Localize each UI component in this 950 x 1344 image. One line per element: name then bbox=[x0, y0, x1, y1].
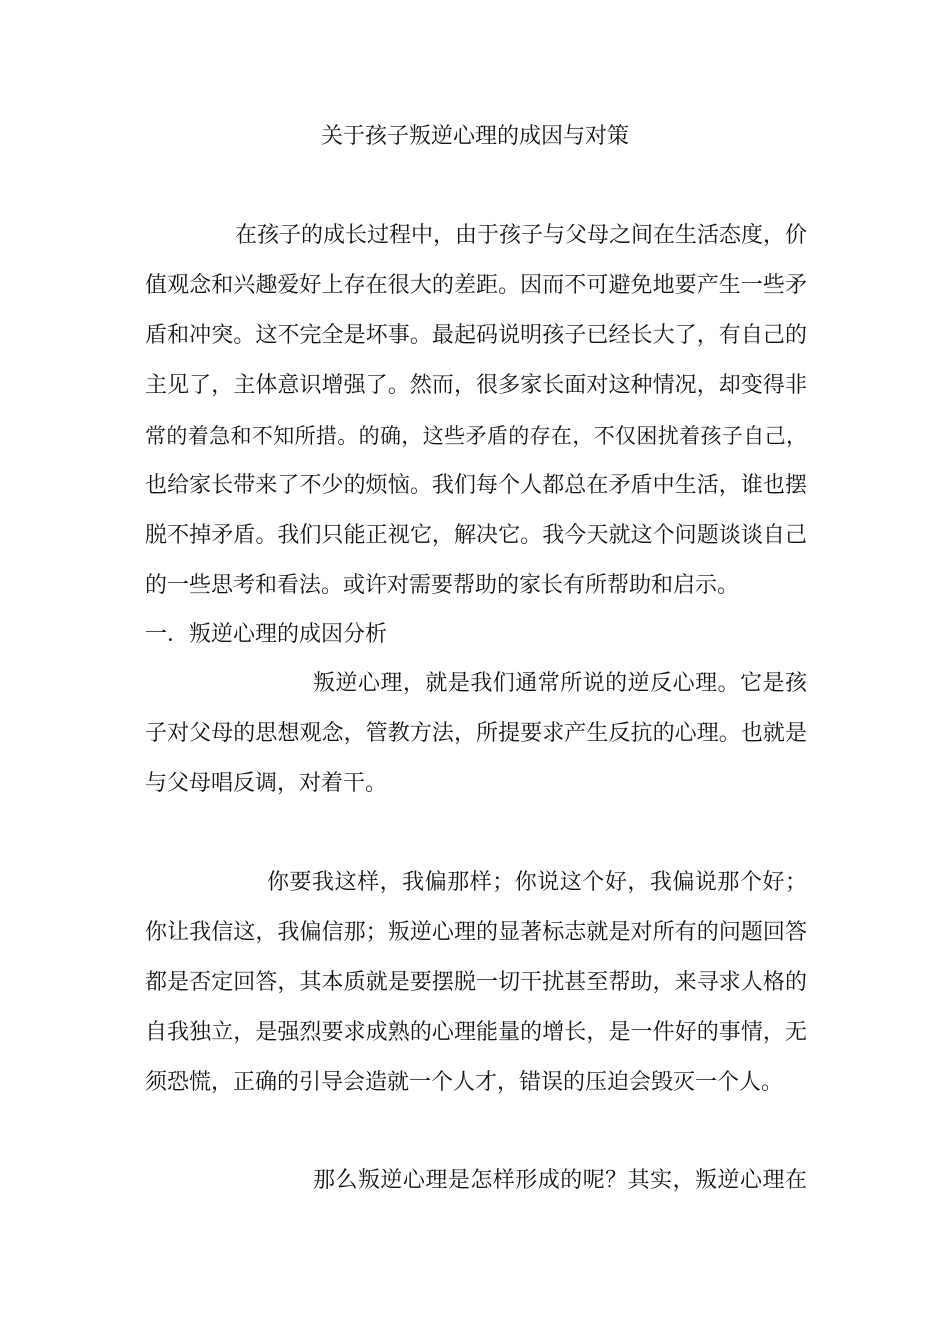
paragraph-4 bbox=[145, 1156, 807, 1206]
paragraph-line: 主见了，主体意识增强了。然而，很多家长面对这种情况，却变得非 bbox=[145, 373, 807, 398]
paragraph-line: 子对父母的思想观念，管教方法，所提要求产生反抗的心理。也就是 bbox=[145, 721, 807, 746]
paragraph-line: 常的着急和不知所措。的确，这些矛盾的存在，不仅困扰着孩子自己， bbox=[145, 424, 807, 448]
document-title: 关于孩子叛逆心理的成因与对策 bbox=[320, 124, 629, 149]
paragraph-line: 也给家长带来了不少的烦恼。我们每个人都总在矛盾中生活，谁也摆 bbox=[145, 473, 807, 498]
paragraph-line: 叛逆心理，就是我们通常所说的逆反心理。它是孩 bbox=[313, 671, 807, 696]
paragraph-line: 都是否定回答，其本质就是要摆脱一切干扰甚至帮助，来寻求人格的 bbox=[145, 970, 807, 995]
paragraph-1 bbox=[145, 211, 807, 611]
paragraph-2 bbox=[145, 659, 807, 809]
paragraph-line: 的一些思考和看法。或许对需要帮助的家长有所帮助和启示。 bbox=[145, 573, 740, 598]
paragraph-line: 盾和冲突。这不完全是坏事。最起码说明孩子已经长大了，有自己的 bbox=[145, 323, 807, 348]
paragraph-line: 那么叛逆心理是怎样形成的呢？其实，叛逆心理在 bbox=[313, 1168, 807, 1193]
paragraph-line: 须恐慌，正确的引导会造就一个人才，错误的压迫会毁灭一个人。 bbox=[145, 1070, 784, 1095]
paragraph-line: 值观念和兴趣爱好上存在很大的差距。因而不可避免地要产生一些矛 bbox=[145, 273, 807, 298]
paragraph-line: 你要我这样，我偏那样；你说这个好，我偏说那个好； bbox=[267, 870, 807, 895]
paragraph-3 bbox=[145, 858, 807, 1108]
paragraph-line: 在孩子的成长过程中，由于孩子与父母之间在生活态度，价 bbox=[235, 223, 808, 248]
paragraph-line: 自我独立，是强烈要求成熟的心理能量的增长，是一件好的事情，无 bbox=[145, 1020, 807, 1045]
paragraph-line: 与父母唱反调，对着干。 bbox=[145, 771, 388, 796]
paragraph-line: 脱不掉矛盾。我们只能正视它，解决它。我今天就这个问题谈谈自己 bbox=[145, 523, 807, 548]
paragraph-line: 你让我信这，我偏信那；叛逆心理的显著标志就是对所有的问题回答 bbox=[145, 920, 807, 945]
section-heading: 一．叛逆心理的成因分析 bbox=[145, 622, 388, 647]
